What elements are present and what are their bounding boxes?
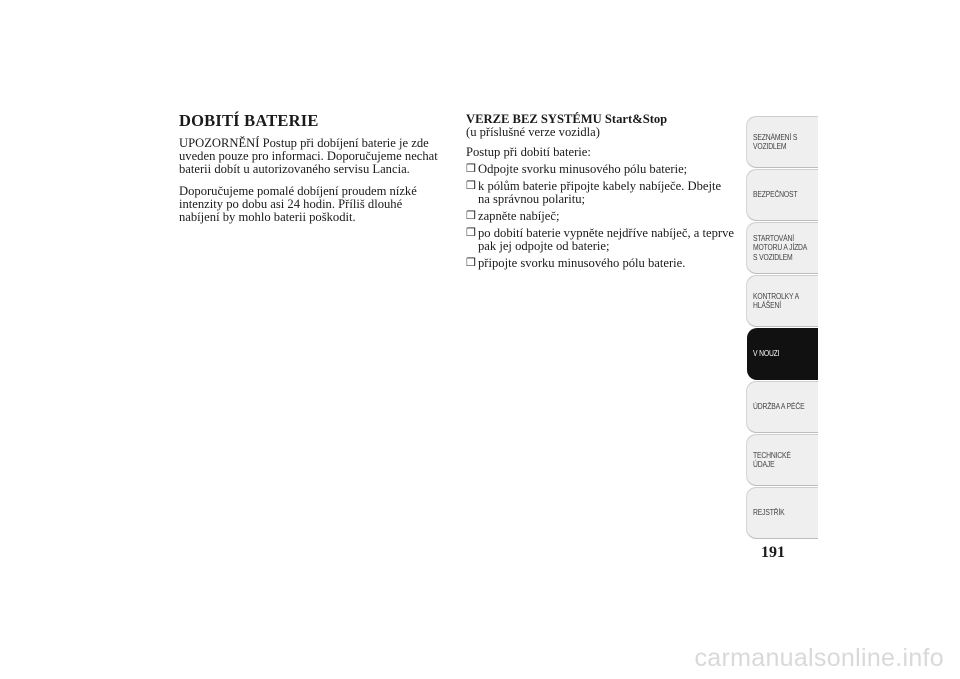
tab-label: STARTOVÁNÍ MOTORU A JÍZDA S VOZIDLEM	[753, 233, 808, 262]
tab-label: TECHNICKÉ ÚDAJE	[753, 450, 791, 469]
procedure-intro: Postup při dobití baterie:	[466, 145, 591, 159]
chapter-tabs	[747, 116, 818, 540]
tab-label: SEZNÁMENÍ S VOZIDLEM	[753, 132, 798, 151]
list-item	[466, 210, 736, 223]
warning-paragraph	[179, 137, 441, 176]
page-number: 191	[761, 544, 785, 561]
warning-text: Postup při dobíjení baterie je zde uveden pouze pro informaci. Doporučujeme nechat baterii dobít u autorizovaného servisu Lancia.	[179, 136, 438, 176]
list-item	[466, 257, 736, 270]
section-title: DOBITÍ BATERIE	[179, 111, 319, 130]
list-item	[466, 227, 736, 253]
tab-kontrolky[interactable]	[747, 275, 818, 327]
tab-v-nouzi[interactable]	[747, 328, 818, 380]
checkbox-bullet-icon: ❒	[466, 257, 476, 269]
warning-label: UPOZORNĚNÍ	[179, 136, 260, 150]
tab-udrzba[interactable]	[747, 381, 818, 433]
tab-rejstrik[interactable]	[747, 487, 818, 539]
subsection-title: VERZE BEZ SYSTÉMU Start&Stop	[466, 112, 668, 126]
checkbox-bullet-icon: ❒	[466, 163, 476, 175]
tab-seznameni-s-vozidlem[interactable]	[747, 116, 818, 168]
step-text: Odpojte svorku minusového pólu baterie;	[478, 162, 688, 176]
step-text: připojte svorku minusového pólu baterie.	[478, 256, 686, 270]
step-text: zapněte nabíječ;	[478, 209, 560, 223]
tab-label: REJSTŘÍK	[753, 508, 785, 518]
tab-label: BEZPEČNOST	[753, 190, 798, 200]
tab-label: KONTROLKY A HLÁŠENÍ	[753, 291, 800, 310]
tab-label: ÚDRŽBA A PÉČE	[753, 402, 805, 412]
subsection-note: (u příslušné verze vozidla)	[466, 125, 600, 139]
tab-label: V NOUZI	[753, 349, 780, 359]
step-text: k pólům baterie připojte kabely nabíječe. Dbejte na správnou polaritu;	[478, 179, 722, 206]
list-item	[466, 180, 736, 206]
right-column	[466, 113, 736, 274]
checkbox-bullet-icon: ❒	[466, 227, 476, 239]
left-column	[179, 111, 441, 233]
step-text: po dobití baterie vypněte nejdříve nabíječ, a teprve pak jej odpojte od baterie;	[478, 226, 734, 253]
checkbox-bullet-icon: ❒	[466, 180, 476, 192]
list-item	[466, 163, 736, 176]
procedure-steps	[466, 163, 736, 270]
watermark: carmanualsonline.info	[694, 644, 944, 672]
tab-technicke-udaje[interactable]	[747, 434, 818, 486]
checkbox-bullet-icon: ❒	[466, 210, 476, 222]
tab-bezpecnost[interactable]	[747, 169, 818, 221]
tab-startovani[interactable]	[747, 222, 818, 274]
charging-advice-paragraph: Doporučujeme pomalé dobíjení proudem nízké intenzity po dobu asi 24 hodin. Příliš dlouhé nabíjení by mohlo baterii poškodit.	[179, 184, 417, 224]
